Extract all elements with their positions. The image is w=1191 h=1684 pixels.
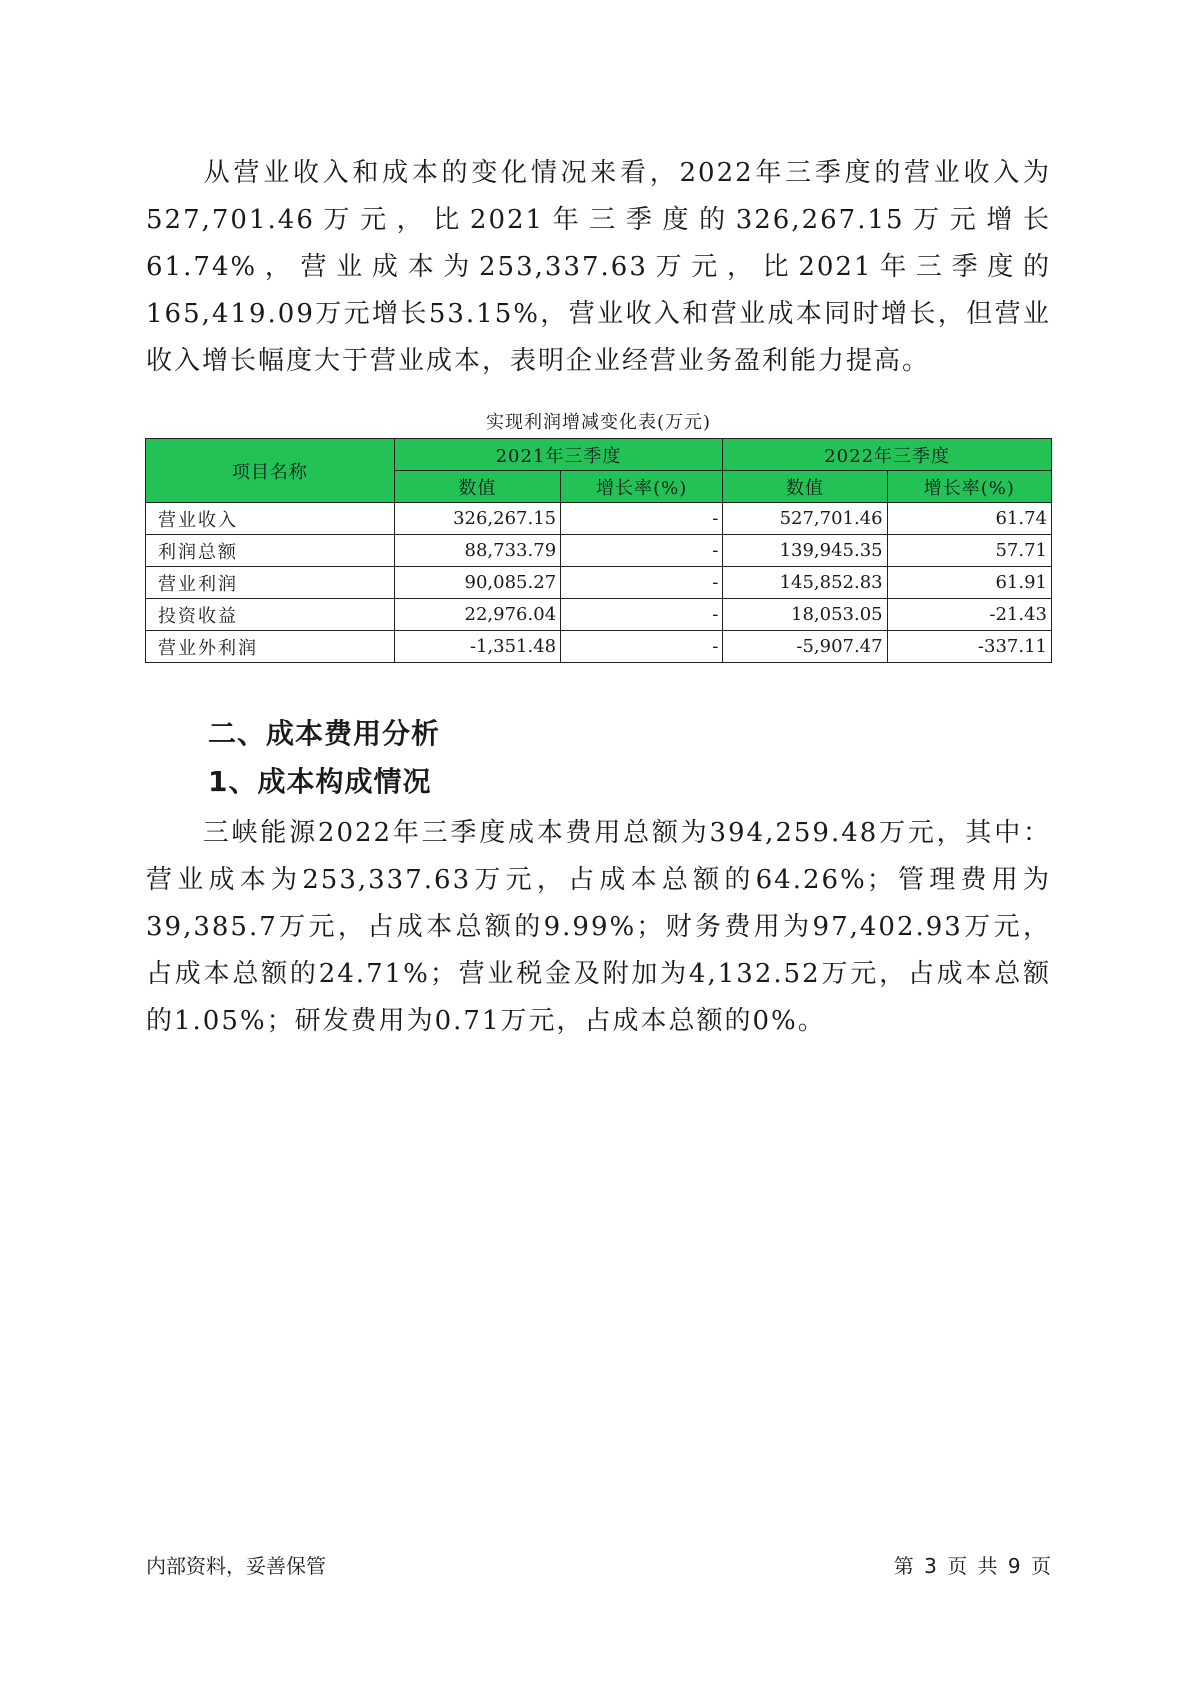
row-rate-2021: - <box>561 599 723 631</box>
row-value-2021: -1,351.48 <box>394 631 560 663</box>
row-value-2022: 527,701.46 <box>723 503 887 535</box>
row-rate-2022: -337.11 <box>887 631 1051 663</box>
table-row <box>146 535 1052 567</box>
header-value-2021: 数值 <box>394 471 560 503</box>
row-value-2022: 145,852.83 <box>723 567 887 599</box>
row-value-2021: 90,085.27 <box>394 567 560 599</box>
table-row <box>146 567 1052 599</box>
row-value-2022: 18,053.05 <box>723 599 887 631</box>
header-rate-2022: 增长率(%) <box>887 471 1051 503</box>
row-name: 营业收入 <box>146 503 395 535</box>
paragraph-revenue-cost <box>146 150 1051 385</box>
footer-page-number: 第 3 页 共 9 页 <box>893 1554 1051 1578</box>
row-rate-2022: 61.91 <box>887 567 1051 599</box>
header-rate-2021: 增长率(%) <box>561 471 723 503</box>
profit-change-table <box>145 438 1052 663</box>
row-name: 营业外利润 <box>146 631 395 663</box>
table-row <box>146 631 1052 663</box>
row-name: 营业利润 <box>146 567 395 599</box>
subsection-heading: 1、成本构成情况 <box>208 765 432 798</box>
row-name: 投资收益 <box>146 599 395 631</box>
row-rate-2022: -21.43 <box>887 599 1051 631</box>
table-row <box>146 599 1052 631</box>
row-rate-2022: 61.74 <box>887 503 1051 535</box>
footer-confidential-note: 内部资料，妥善保管 <box>146 1554 326 1578</box>
paragraph-cost-composition <box>146 810 1051 1045</box>
row-rate-2021: - <box>561 535 723 567</box>
paragraph-revenue-cost-text: 从营业收入和成本的变化情况来看，2022年三季度的营业收入为527,701.46万元，比2021年三季度的326,267.15万元增长61.74%，营业成本为253,337.63万元，比2021年三季度的165,419.09万元增长53.15%，营业收入和营业成本同时增长，但营业收入增长幅度大于营业成本，表明企业经营业务盈利能力提高。 <box>146 158 1051 376</box>
header-period-2022: 2022年三季度 <box>723 439 1052 471</box>
header-period-2021: 2021年三季度 <box>394 439 723 471</box>
header-item-name: 项目名称 <box>146 439 395 503</box>
paragraph-cost-composition-text: 三峡能源2022年三季度成本费用总额为394,259.48万元，其中：营业成本为253,337.63万元，占成本总额的64.26%；管理费用为39,385.7万元，占成本总额的9.99%；财务费用为97,402.93万元，占成本总额的24.71%；营业税金及附加为4,132.52万元，占成本总额的1.05%；研发费用为0.71万元，占成本总额的0%。 <box>146 818 1051 1036</box>
row-rate-2021: - <box>561 567 723 599</box>
row-value-2021: 88,733.79 <box>394 535 560 567</box>
table-caption: 实现利润增减变化表(万元) <box>485 412 712 433</box>
row-value-2022: 139,945.35 <box>723 535 887 567</box>
row-value-2021: 326,267.15 <box>394 503 560 535</box>
row-rate-2021: - <box>561 631 723 663</box>
row-value-2022: -5,907.47 <box>723 631 887 663</box>
row-value-2021: 22,976.04 <box>394 599 560 631</box>
row-rate-2021: - <box>561 503 723 535</box>
row-rate-2022: 57.71 <box>887 535 1051 567</box>
header-value-2022: 数值 <box>723 471 887 503</box>
row-name: 利润总额 <box>146 535 395 567</box>
section-heading: 二、成本费用分析 <box>208 717 441 750</box>
table-row <box>146 503 1052 535</box>
